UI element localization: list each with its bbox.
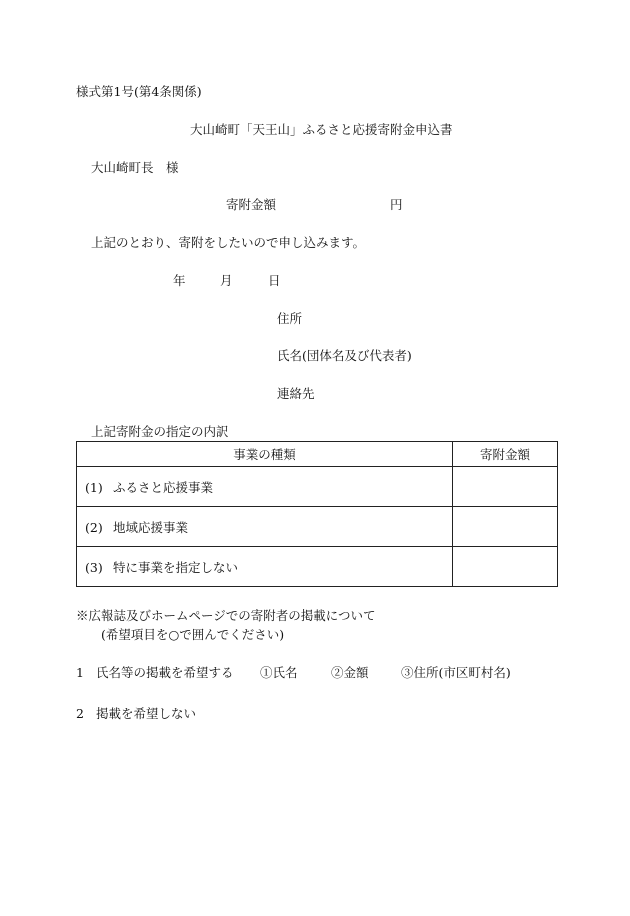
- amount-unit: 円: [390, 197, 403, 212]
- row-amount-cell[interactable]: [453, 507, 558, 547]
- option1-number: 1: [76, 665, 84, 680]
- row-project-2: [77, 507, 453, 547]
- allocation-table: [76, 441, 558, 587]
- table-row: [77, 467, 558, 507]
- form-number: 様式第1号(第4条関係): [76, 84, 202, 99]
- row-amount-cell[interactable]: [453, 547, 558, 587]
- row-label: 特に事業を指定しない: [113, 559, 239, 575]
- row-label: ふるさと応援事業: [113, 479, 214, 495]
- row-number: (1): [85, 479, 103, 495]
- date-day: 日: [268, 273, 281, 288]
- amount-label: 寄附金額: [226, 197, 277, 212]
- option2-number: 2: [76, 706, 84, 721]
- row-project-1: [77, 467, 453, 507]
- choice-name: ①氏名: [260, 665, 298, 680]
- table-header-row: [77, 442, 558, 467]
- row-number: (2): [85, 519, 103, 535]
- row-project-3: [77, 547, 453, 587]
- address-label: 住所: [277, 311, 303, 326]
- name-label: 氏名(団体名及び代表者): [277, 348, 412, 363]
- allocation-caption: 上記寄附金の指定の内訳: [91, 424, 229, 439]
- contact-label: 連絡先: [277, 386, 315, 401]
- header-project-type: 事業の種類: [77, 442, 453, 467]
- date-month: 月: [220, 273, 233, 288]
- choice-amount: ②金額: [331, 665, 369, 680]
- statement: 上記のとおり、寄附をしたいので申し込みます。: [91, 235, 366, 250]
- row-number: (3): [85, 559, 103, 575]
- table-row: [77, 547, 558, 587]
- form-title: 大山崎町「天王山」ふるさと応援寄附金申込書: [190, 122, 453, 137]
- publication-heading: ※広報誌及びホームページでの寄附者の掲載について: [76, 608, 376, 623]
- choice-address: ③住所(市区町村名): [401, 665, 511, 680]
- date-year: 年: [173, 273, 186, 288]
- addressee: 大山崎町長 様: [91, 160, 179, 175]
- table-row: [77, 507, 558, 547]
- row-label: 地域応援事業: [113, 519, 189, 535]
- option1-label: 氏名等の掲載を希望する: [96, 665, 234, 680]
- row-amount-cell[interactable]: [453, 467, 558, 507]
- publication-instruction: (希望項目を○で囲んでください): [101, 627, 285, 642]
- header-amount: 寄附金額: [453, 442, 558, 467]
- option2-label: 掲載を希望しない: [96, 706, 197, 721]
